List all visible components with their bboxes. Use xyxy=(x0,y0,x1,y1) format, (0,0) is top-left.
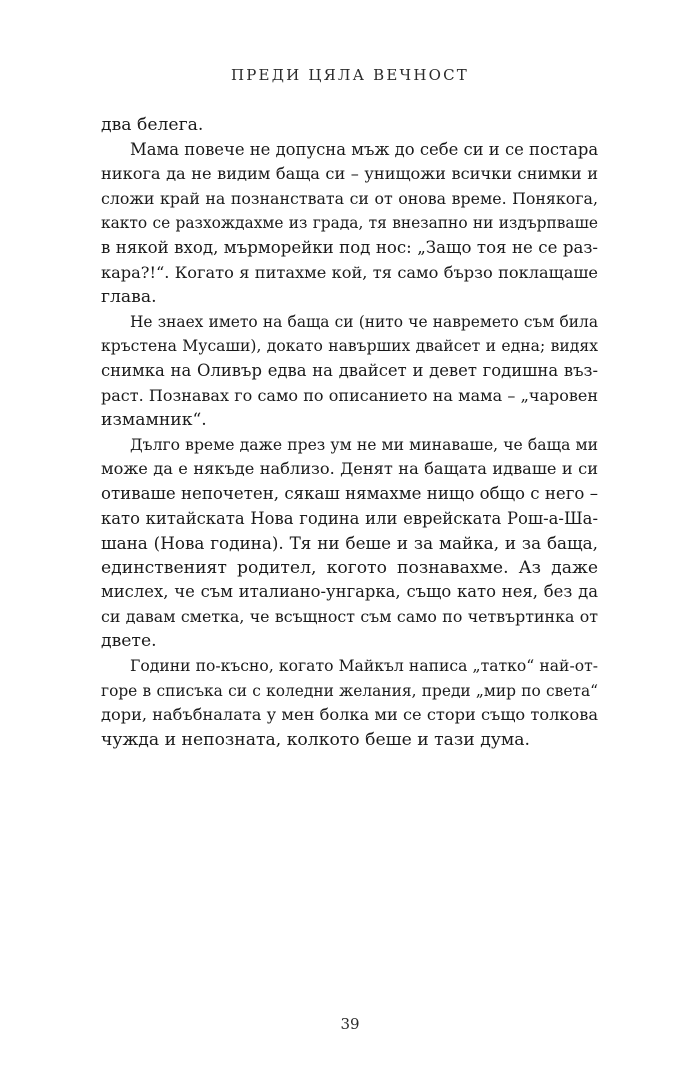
text-line: като китайската Нова година или еврейската Рош-а-Ша- xyxy=(101,508,598,528)
text-line: може да е някъде наблизо. Денят на бащата идваше и си xyxy=(101,459,598,479)
text-line: кара?!“. Когато я питахме кой, тя само бързо поклащаше xyxy=(101,262,598,282)
text-line: двете. xyxy=(101,631,157,652)
text-line: единственият родител, когото познавахме. Аз даже xyxy=(101,557,598,578)
text-line: раст. Познавах го само по описанието на мама – „чаровен xyxy=(101,385,598,405)
text-line: Мама повече не допусна мъж до себе си и се постара xyxy=(130,139,599,159)
text-line: Дълго време даже през ум не ми минаваше, че баща ми xyxy=(130,435,598,454)
text-line: сложи край на познанствата си от онова време. Понякога, xyxy=(101,188,598,208)
running-head: ПРЕДИ ЦЯЛА ВЕЧНОСТ xyxy=(230,66,470,84)
text-line: горе в списъка си с коледни желания, преди „мир по света“ xyxy=(101,681,598,700)
text-line: Години по-късно, когато Майкъл написа „татко“ най-от- xyxy=(130,657,598,676)
text-line: никога да не видим баща си – унищожи всички снимки и xyxy=(101,164,598,184)
text-line: в някой вход, мърморейки под нос: „Защо тоя не се раз- xyxy=(101,237,598,257)
text-line: Не знаех името на баща си (нито че навремето съм била xyxy=(130,312,598,331)
text-line: кръстена Мусаши), докато навърших двайсет и една; видях xyxy=(101,337,598,356)
text-line: шана (Нова година). Тя ни беше и за майка, и за баща, xyxy=(101,533,598,554)
text-line: мислех, че съм италиано-унгарка, също като нея, без да xyxy=(101,582,598,602)
text-line: както се разхождахме из града, тя внезапно ни издърпваше xyxy=(101,214,598,233)
page-number: 39 xyxy=(340,1015,360,1033)
text-line: глава. xyxy=(101,287,157,308)
text-line: измамник“. xyxy=(101,410,207,431)
text-line: снимка на Оливър едва на двайсет и девет годишна въз- xyxy=(101,360,598,380)
text-line: дори, набъбналата у мен болка ми се стори също толкова xyxy=(101,705,598,725)
text-line: два белега. xyxy=(101,115,204,135)
text-line: отиваше непочетен, сякаш нямахме нищо общо с него – xyxy=(101,483,598,503)
text-line: чужда и непозната, колкото беше и тази дума. xyxy=(101,729,530,750)
body-text xyxy=(101,113,598,752)
text-line: си давам сметка, че всъщност съм само по четвъртинка от xyxy=(101,606,598,626)
